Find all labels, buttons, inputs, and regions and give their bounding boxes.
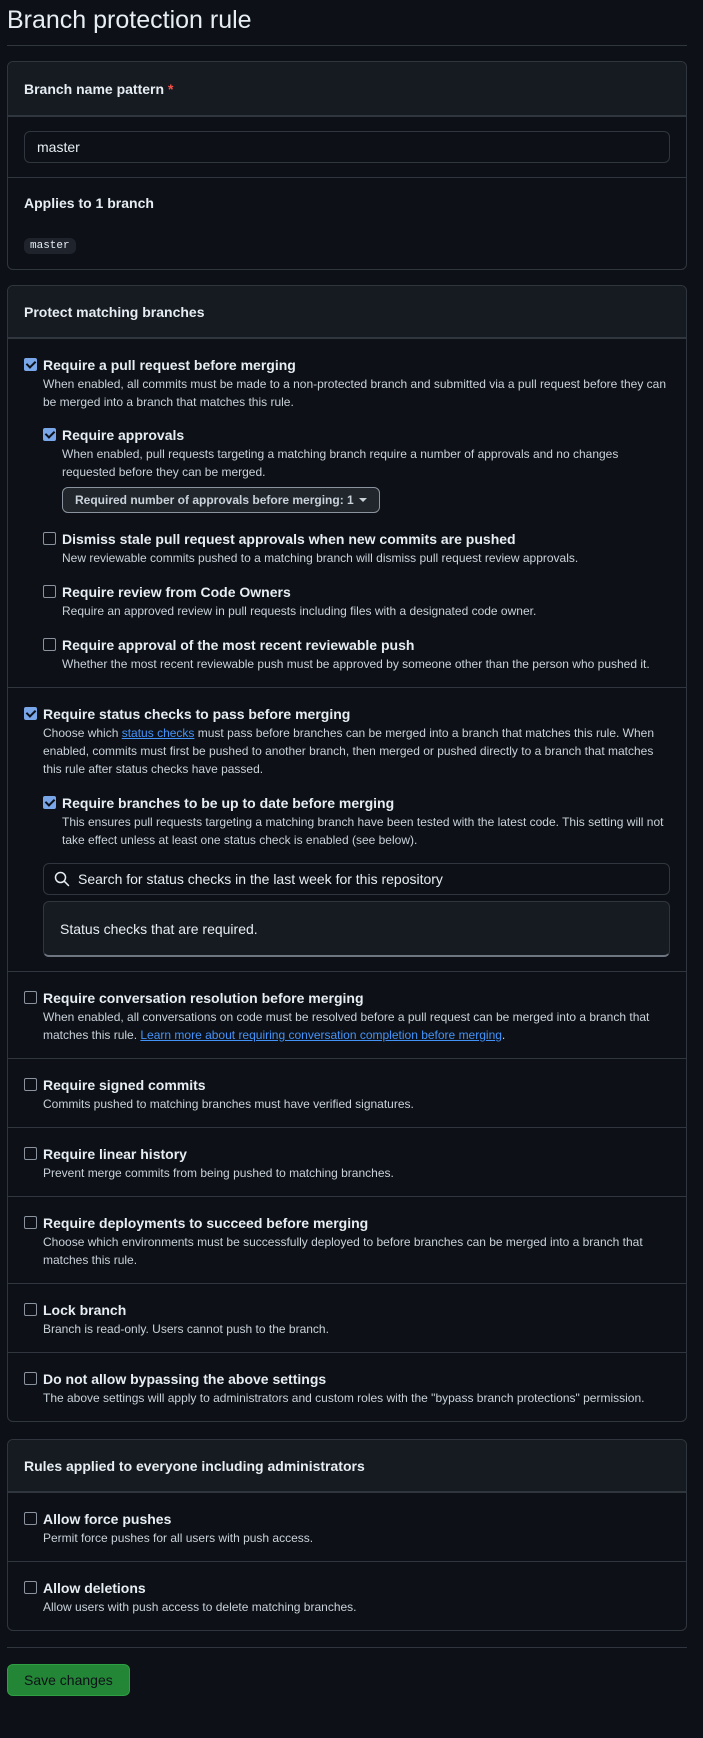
code-owners-desc: Require an approved review in pull requests including files with a designated code owner. — [62, 604, 537, 618]
require-pr-title: Require a pull request before merging — [43, 357, 296, 373]
branch-pattern-input[interactable] — [24, 131, 670, 163]
status-checks-search-placeholder: Search for status checks in the last week for this repository — [78, 871, 443, 887]
linear-history-desc: Prevent merge commits from being pushed to matching branches. — [43, 1166, 394, 1180]
status-checks-checkbox[interactable] — [24, 707, 37, 720]
up-to-date-checkbox[interactable] — [43, 796, 56, 809]
signed-commits-checkbox[interactable] — [24, 1078, 37, 1091]
protect-box — [7, 285, 687, 1422]
required-mark: * — [168, 80, 174, 97]
linear-history-title: Require linear history — [43, 1146, 187, 1162]
conversation-title: Require conversation resolution before merging — [43, 990, 364, 1006]
deployments-title: Require deployments to succeed before merging — [43, 1215, 369, 1231]
require-approvals-checkbox[interactable] — [43, 428, 56, 441]
status-checks-search[interactable] — [43, 863, 670, 895]
everyone-box — [7, 1439, 687, 1631]
require-pr-checkbox[interactable] — [24, 358, 37, 371]
applies-label: Applies to 1 branch — [24, 195, 154, 211]
status-checks-desc: Choose which status checks must pass before branches can be merged into a branch that matches this rule. When enabled, commits must first be pushed to another branch, then merged or pushed directly to a branch that matches this rule after status checks have passed. — [43, 726, 655, 776]
up-to-date-option — [43, 794, 670, 849]
save-changes-button[interactable]: Save changes — [7, 1664, 130, 1696]
pattern-input-row — [8, 116, 686, 177]
recent-push-title: Require approval of the most recent reviewable push — [62, 637, 415, 653]
bypass-title: Do not allow bypassing the above settings — [43, 1371, 327, 1387]
caret-down-icon — [359, 498, 367, 502]
protect-header — [8, 286, 686, 338]
lock-branch-desc: Branch is read-only. Users cannot push to the branch. — [43, 1322, 329, 1336]
recent-push-checkbox[interactable] — [43, 638, 56, 651]
status-checks-row — [8, 687, 686, 971]
conversation-desc: When enabled, all conversations on code must be resolved before a pull request can be merged into a branch that matches this rule. Learn more about requiring conversation completion before merging. — [43, 1010, 650, 1042]
force-pushes-desc: Permit force pushes for all users with push access. — [43, 1531, 314, 1545]
deletions-checkbox[interactable] — [24, 1581, 37, 1594]
require-pr-row — [8, 338, 686, 687]
require-approvals-desc: When enabled, pull requests targeting a matching branch require a number of approvals and no changes requested before they can be merged. — [62, 447, 619, 479]
required-status-checks-box — [43, 901, 670, 957]
dismiss-stale-desc: New reviewable commits pushed to a matching branch will dismiss pull request review approvals. — [62, 551, 579, 565]
require-approvals-title: Require approvals — [62, 427, 185, 443]
force-pushes-title: Allow force pushes — [43, 1511, 172, 1527]
linear-history-row — [8, 1127, 686, 1196]
conversation-learn-more-link[interactable]: Learn more about requiring conversation completion before merging — [140, 1028, 502, 1042]
branch-tag[interactable]: master — [24, 238, 76, 254]
require-approvals-option — [43, 426, 670, 513]
up-to-date-title: Require branches to be up to date before merging — [62, 795, 395, 811]
branch-pattern-header — [8, 62, 686, 116]
conversation-row — [8, 971, 686, 1058]
approvals-count-select[interactable] — [62, 487, 380, 513]
bypass-row — [8, 1352, 686, 1421]
dismiss-stale-checkbox[interactable] — [43, 532, 56, 545]
protect-header-label: Protect matching branches — [24, 303, 205, 320]
search-icon — [54, 871, 70, 887]
signed-commits-title: Require signed commits — [43, 1077, 206, 1093]
footer-divider — [7, 1647, 687, 1648]
branch-pattern-box — [7, 61, 687, 270]
lock-branch-row — [8, 1283, 686, 1352]
status-checks-title: Require status checks to pass before merging — [43, 706, 351, 722]
deletions-row — [8, 1561, 686, 1630]
deployments-checkbox[interactable] — [24, 1216, 37, 1229]
page-title: Branch protection rule — [7, 0, 687, 46]
dismiss-stale-option — [43, 530, 670, 567]
code-owners-checkbox[interactable] — [43, 585, 56, 598]
require-pr-desc: When enabled, all commits must be made to a non-protected branch and submitted via a pull request before they can be merged into a branch that matches this rule. — [43, 377, 667, 409]
force-pushes-checkbox[interactable] — [24, 1512, 37, 1525]
deletions-desc: Allow users with push access to delete matching branches. — [43, 1600, 357, 1614]
linear-history-checkbox[interactable] — [24, 1147, 37, 1160]
bypass-checkbox[interactable] — [24, 1372, 37, 1385]
branch-pattern-label: Branch name pattern — [24, 80, 165, 97]
applies-row — [8, 177, 686, 269]
force-pushes-row — [8, 1492, 686, 1561]
dismiss-stale-title: Dismiss stale pull request approvals when new commits are pushed — [62, 531, 516, 547]
everyone-header — [8, 1440, 686, 1492]
bypass-desc: The above settings will apply to administrators and custom roles with the "bypass branch protections" permission. — [43, 1391, 645, 1405]
lock-branch-checkbox[interactable] — [24, 1303, 37, 1316]
signed-commits-desc: Commits pushed to matching branches must have verified signatures. — [43, 1097, 414, 1111]
deletions-title: Allow deletions — [43, 1580, 146, 1596]
recent-push-option — [43, 636, 670, 673]
conversation-checkbox[interactable] — [24, 991, 37, 1004]
deployments-desc: Choose which environments must be successfully deployed to before branches can be merged into a branch that matches this rule. — [43, 1235, 643, 1267]
signed-commits-row — [8, 1058, 686, 1127]
code-owners-title: Require review from Code Owners — [62, 584, 291, 600]
status-checks-link[interactable]: status checks — [121, 726, 195, 740]
required-status-checks-label: Status checks that are required. — [60, 920, 258, 937]
approvals-count-label: Required number of approvals before merging: 1 — [75, 493, 354, 507]
recent-push-desc: Whether the most recent reviewable push must be approved by someone other than the person who pushed it. — [62, 657, 650, 671]
lock-branch-title: Lock branch — [43, 1302, 127, 1318]
everyone-header-label: Rules applied to everyone including administrators — [24, 1457, 365, 1474]
deployments-row — [8, 1196, 686, 1283]
up-to-date-desc: This ensures pull requests targeting a matching branch have been tested with the latest code. This setting will not take effect unless at least one status check is enabled (see below). — [62, 815, 664, 847]
code-owners-option — [43, 583, 670, 620]
